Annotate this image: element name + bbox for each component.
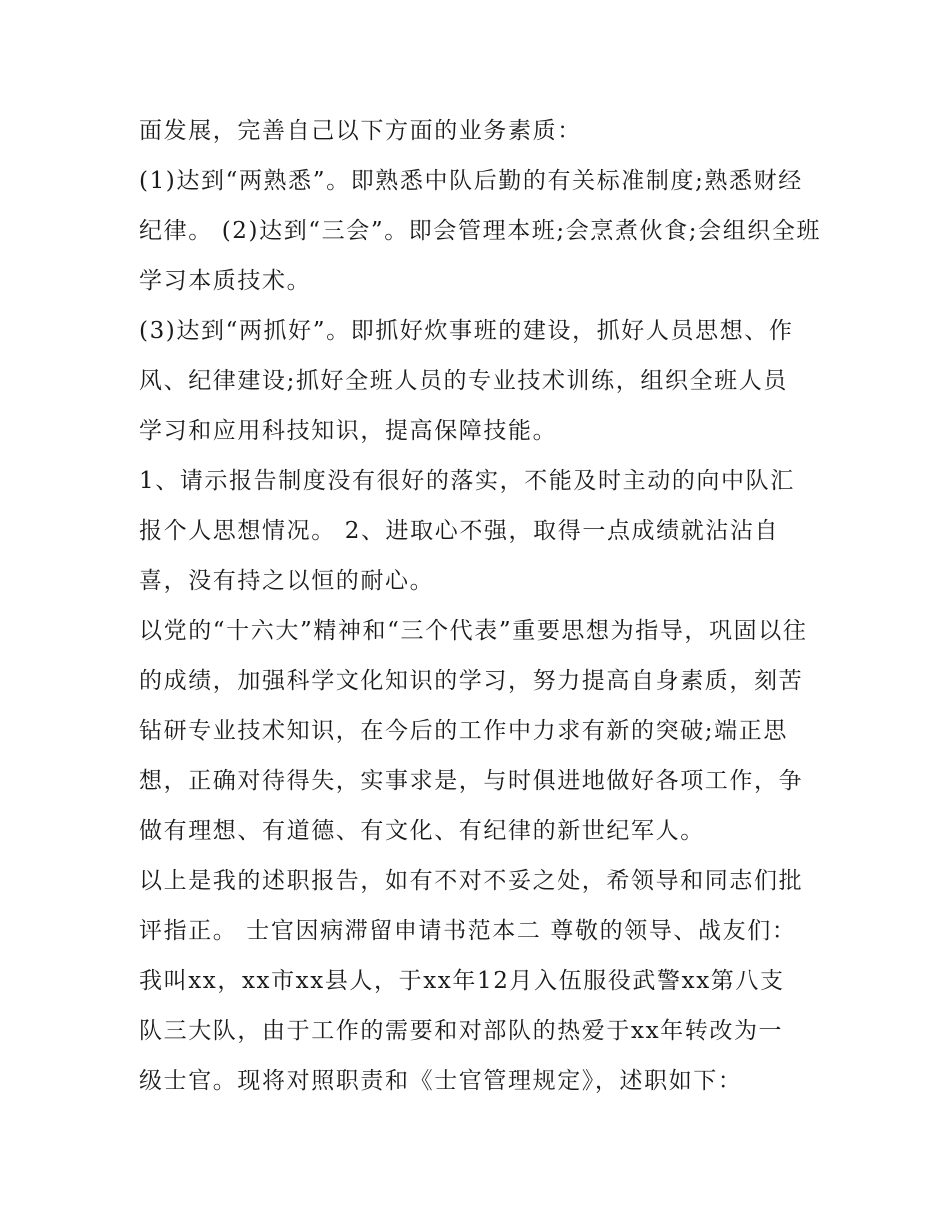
text-line: 喜，没有持之以恒的耐心。 [139, 568, 435, 594]
text-line: 以上是我的述职报告，如有不对不妥之处，希领导和同志们批 [139, 868, 804, 894]
text-line: 面发展，完善自己以下方面的业务素质： [139, 118, 582, 144]
text-line: (3)达到“两抓好”。即抓好炊事班的建设，抓好人员思想、作 [139, 318, 794, 344]
text-line: 级士官。现将对照职责和《士官管理规定》，述职如下： [139, 1068, 743, 1094]
text-line: 我叫xx，xx市xx县人，于xx年12月入伍服役武警xx第八支 [139, 968, 785, 994]
text-line: 纪律。 (2)达到“三会”。即会管理本班;会烹煮伙食;会组织全班 [139, 218, 822, 244]
text-line: (1)达到“两熟悉”。即熟悉中队后勤的有关标准制度;熟悉财经 [139, 168, 803, 194]
text-line: 队三大队，由于工作的需要和对部队的热爱于xx年转改为一 [139, 1018, 784, 1044]
text-line: 评指正。 士官因病滞留申请书范本二 尊敬的领导、战友们： [139, 918, 797, 944]
text-line: 报个人思想情况。 2、进取心不强，取得一点成绩就沾沾自 [139, 518, 780, 544]
text-line: 风、纪律建设;抓好全班人员的专业技术训练，组织全班人员 [139, 368, 788, 394]
text-line: 学习本质技术。 [139, 268, 312, 294]
text-line: 以党的“十六大”精神和“三个代表”重要思想为指导，巩固以往 [139, 618, 808, 644]
text-line: 想，正确对待得失，实事求是，与时俱进地做好各项工作，争 [139, 768, 804, 794]
text-line: 钻研专业技术知识，在今后的工作中力求有新的突破;端正思 [139, 718, 788, 744]
text-line: 的成绩，加强科学文化知识的学习，努力提高自身素质，刻苦 [139, 668, 804, 694]
text-line: 学习和应用科技知识，提高保障技能。 [139, 418, 558, 444]
text-line: 做有理想、有道德、有文化、有纪律的新世纪军人。 [139, 818, 705, 844]
text-line: 1、请示报告制度没有很好的落实，不能及时主动的向中队汇 [139, 468, 795, 494]
